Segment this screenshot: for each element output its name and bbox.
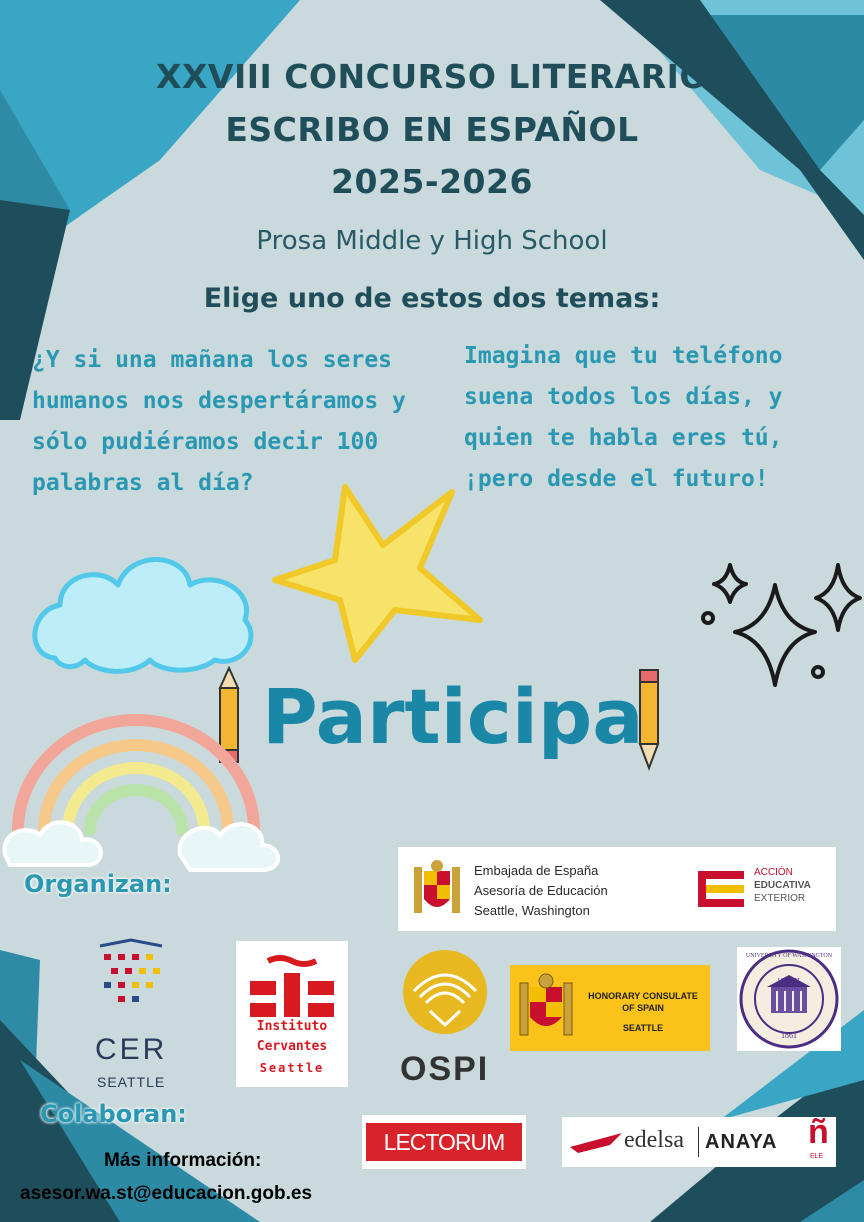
uw-ring-text: UNIVERSITY OF WASHINGTON	[745, 953, 833, 959]
edelsa-anaya-logo-card	[562, 1113, 836, 1167]
theme-prompt: Elige uno de estos dos temas:	[203, 283, 661, 314]
title-line-2: ESCRIBO EN ESPAÑOL	[225, 110, 639, 149]
cervantes-logo-card	[236, 941, 348, 1087]
cervantes-line-1: Instituto	[256, 1019, 328, 1034]
contact-email-link[interactable]: asesor.wa.st@educacion.gob.es	[20, 1183, 313, 1204]
title-line-1: XXVIII CONCURSO LITERARIO	[156, 57, 708, 96]
organizers-label: Organizan:	[24, 870, 172, 898]
cer-building-icon	[98, 938, 164, 1020]
cer-name: CER	[95, 1033, 168, 1066]
uw-seal-card	[737, 947, 841, 1051]
uw-motto: LVX SIT	[777, 978, 801, 984]
accion-educativa-icon	[696, 867, 746, 913]
cer-city: SEATTLE	[97, 1074, 166, 1090]
accion-line-3: EXTERIOR	[754, 893, 806, 904]
ele-mark: ñ	[808, 1113, 829, 1151]
accion-line-1: ACCIÓN	[754, 867, 793, 878]
collaborators-label: Colaboran:	[40, 1100, 187, 1128]
title-line-3: 2025-2026	[331, 162, 533, 201]
accion-line-2: EDUCATIVA	[754, 880, 811, 891]
lectorum-name: LECTORUM	[383, 1129, 505, 1155]
theme-2: Imagina que tu teléfono suena todos los días, y quien te habla eres tú, ¡pero desde el futuro!	[464, 343, 783, 492]
consulate-line-1: HONORARY CONSULATE	[588, 991, 698, 1001]
cervantes-line-3: Seattle	[259, 1061, 325, 1075]
consulate-line-2: OF SPAIN	[622, 1003, 664, 1013]
embassy-logo-card	[398, 847, 836, 931]
participa-heading: Participa	[262, 672, 644, 761]
uw-year: 1861	[781, 1031, 797, 1040]
ospi-name: OSPI	[400, 1050, 490, 1088]
ospi-logo-icon	[400, 947, 490, 1037]
ele-mark-sub: ELE	[810, 1153, 824, 1160]
embassy-line-1: Embajada de España	[474, 863, 599, 878]
more-info-label: Más información:	[104, 1150, 262, 1171]
consulate-logo-card	[510, 965, 710, 1051]
edelsa-swoosh-icon	[568, 1131, 624, 1155]
cervantes-logo-icon	[246, 955, 338, 1019]
embassy-line-3: Seattle, Washington	[474, 903, 590, 918]
edelsa-name: edelsa	[624, 1127, 684, 1153]
subtitle: Prosa Middle y High School	[256, 226, 608, 256]
lectorum-logo-card	[362, 1115, 526, 1169]
consulate-line-3: SEATTLE	[622, 1023, 664, 1033]
theme-1: ¿Y si una mañana los seres humanos nos despertáramos y sólo pudiéramos decir 100 palabras al día?	[32, 347, 406, 496]
anaya-name: ANAYA	[705, 1131, 778, 1153]
spain-coat-of-arms-icon	[408, 859, 466, 921]
cervantes-line-2: Cervantes	[256, 1039, 328, 1054]
embassy-line-2: Asesoría de Educación	[474, 883, 608, 898]
consulate-coat-of-arms-icon	[516, 973, 576, 1043]
